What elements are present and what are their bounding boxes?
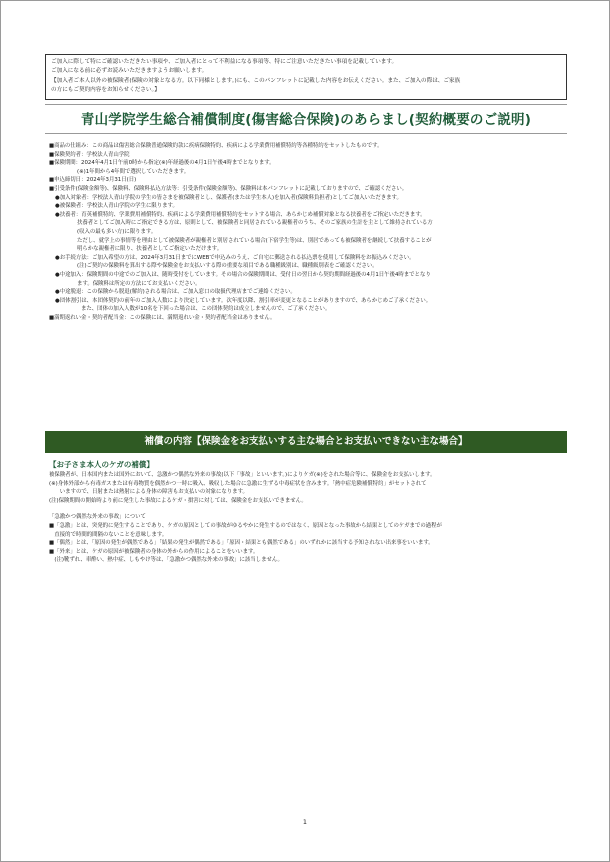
overview-line: また、団体の加入人数が10名を下回った場合は、この団体契約は成立しませんので、ご了承ください。 [81, 306, 331, 313]
title-top-rule [45, 104, 567, 105]
overview-line: ●扶養者：育英補償特約、学業費用補償特約、疾病による学業費用補償特約をセットする場合、あらかじめ補償対象となる扶養者をご指定いただきます。 [55, 211, 426, 218]
notice-line: の方にもご契約内容をお知らせください。】 [51, 86, 160, 93]
notice-line: ご加入になる前に必ずお読みいただきますようお願いします。 [51, 68, 208, 75]
overview-line: (収入の最も多い方)に限ります。 [77, 228, 157, 235]
overview-line: ●お手続方法：ご加入希望の方は、2024年3月31日までにWEBで申込みのうえ、ご自宅に郵送される払込票を使用して保険料をお振込みください。 [55, 254, 415, 261]
contract-overview [49, 142, 569, 322]
accident-definition-line: 「急激かつ偶然な外来の事故」について [49, 514, 146, 521]
injury-text-line: (※)身体外部から有毒ガスまたは有毒物質を偶然かつ一時に吸入、吸収した場合に急激に生ずる中毒症状を含みます。「熱中症危険補償特約」がセットされて [49, 480, 427, 487]
overview-line: ■商品の仕組み：この商品は傷害総合保険普通保険約款に疾病保険特約、疾病による学業費用補償特約等各種特約をセットしたものです。 [49, 143, 383, 149]
overview-line: ■満期返れい金・契約者配当金：この保険には、満期返れい金・契約者配当金はありません。 [49, 314, 276, 321]
coverage-section-header: 補償の内容【保険金をお支払いする主な場合とお支払いできない主な場合】 [45, 431, 567, 453]
notice-box [45, 54, 567, 100]
injury-text-line: いますので、日射または熱射による身体の障害もお支払いの対象になります。 [49, 489, 248, 496]
overview-line: ます。保険料は所定の方法にてお支払いください。 [77, 280, 201, 287]
accident-definition-line: ■「外来」とは、ケガの原因が被保険者の身体の外からの作用によることをいいます。 [49, 548, 259, 555]
notice-line: ご加入に際して特にご確認いただきたい事項や、ご加入者にとって不利益になる事項等、特にご注意いただきたい事項を記載しています。 [51, 59, 398, 65]
overview-line: (※)1年間から4年間で選択していただきます。 [77, 168, 190, 175]
overview-line: (注)ご契約の保険料を算出する際や保険金をお支払いする際の重要な項目である職種級別は、職種級別表をご確認ください。 [77, 263, 378, 270]
overview-line: ●加入対象者：学校法人青山学院の学生の皆さまを被保険者とし、保護者(または学生本人)を加入者(保険料負担者)としてご加入いただきます。 [55, 194, 402, 201]
overview-line: ■保険期間：2024年4月1日午前0時から指定(※)年経過後の4月1日午後4時までとなります。 [49, 160, 275, 167]
overview-line: ●中途加入：保険期間の中途でのご加入は、随時受付をしています。その場合の保険期間は、受付日の翌日から契約期間経過後の4月1日午後4時までとなり [55, 271, 431, 278]
overview-line: ■保険契約者：学校法人青山学院 [49, 151, 130, 158]
accident-definition-line: (注)靴ずれ、車酔い、熱中症、しもやけ等は、「急激かつ偶然な外来の事故」に該当しません。 [49, 557, 283, 564]
accident-definition-line: ■「偶然」とは、「原因の発生が偶然である」「結果の発生が偶然である」「原因・結果とも偶然である」のいずれかに該当する予知されない出来事をいいます。 [49, 540, 434, 547]
accident-definition-line: ■「急激」とは、突発的に発生することであり、ケガの原因としての事故がゆるやかに発生するのではなく、原因となった事故から結果としてのケガまでの過程が [49, 522, 442, 529]
overview-line: ●中途脱退：この保険から脱退(解約)される場合は、ご加入窓口の取扱代理店までご連絡ください。 [55, 289, 296, 296]
notice-line: 【加入者ご本人以外の被保険者(保険の対象となる方。以下同様とします。)にも、このパンフレットに記載した内容をお伝えください。また、ご加入の際は、ご家族 [51, 77, 461, 84]
coverage-section [49, 459, 569, 565]
overview-line: ■引受条件(保険金額等)、保険料、保険料払込方法等：引受条件(保険金額等)、保険料は本パンフレットに記載しておりますので、ご確認ください。 [49, 185, 408, 192]
injury-text-line: 被保険者が、日本国内または国外において、急激かつ偶然な外来の事故(以下「事故」といいます。)によりケガ(※)をされた場合等に、保険金をお支払いします。 [49, 472, 436, 478]
accident-definition-line: 直接的で時間的間隔のないことを意味します。 [49, 531, 168, 538]
overview-line: ■申込締切日：2024年3月31日(日) [49, 177, 137, 184]
page-title: 青山学院学生総合補償制度(傷害総合保険)のあらまし(契約概要のご説明) [80, 112, 532, 128]
title-bottom-rule [45, 133, 567, 134]
injury-text-line: (注)保険期間の開始時より前に発生した事故によるケガ・損害に対しては、保険金をお支払いできません。 [49, 497, 307, 504]
overview-line: ただし、就学上の事情等を理由として被保険者が親権者と別居されている場合(下宿学生等)は、別居であっても被保険者を継続して扶養することが [77, 237, 432, 244]
overview-line: ●被保険者：学校法人青山学院の学生に限ります。 [55, 203, 178, 210]
overview-line: ●団体割引は、本団体契約の前年のご加入人数により決定しています。次年度以降、割引率が変更となることがありますので、あらかじめご了承ください。 [55, 297, 432, 304]
overview-line: 扶養者としてご加入時にご指定できる方は、原則として、被保険者と同居されている親権者のうち、そのご家族の生計を主として維持されている方 [77, 220, 433, 227]
overview-line: 明らかな親権者に限り、扶養者としてご指定いただけます。 [77, 246, 223, 253]
coverage-subheading: 【お子さま本人のケガの補償】 [49, 460, 154, 469]
page-number: 1 [302, 818, 308, 826]
